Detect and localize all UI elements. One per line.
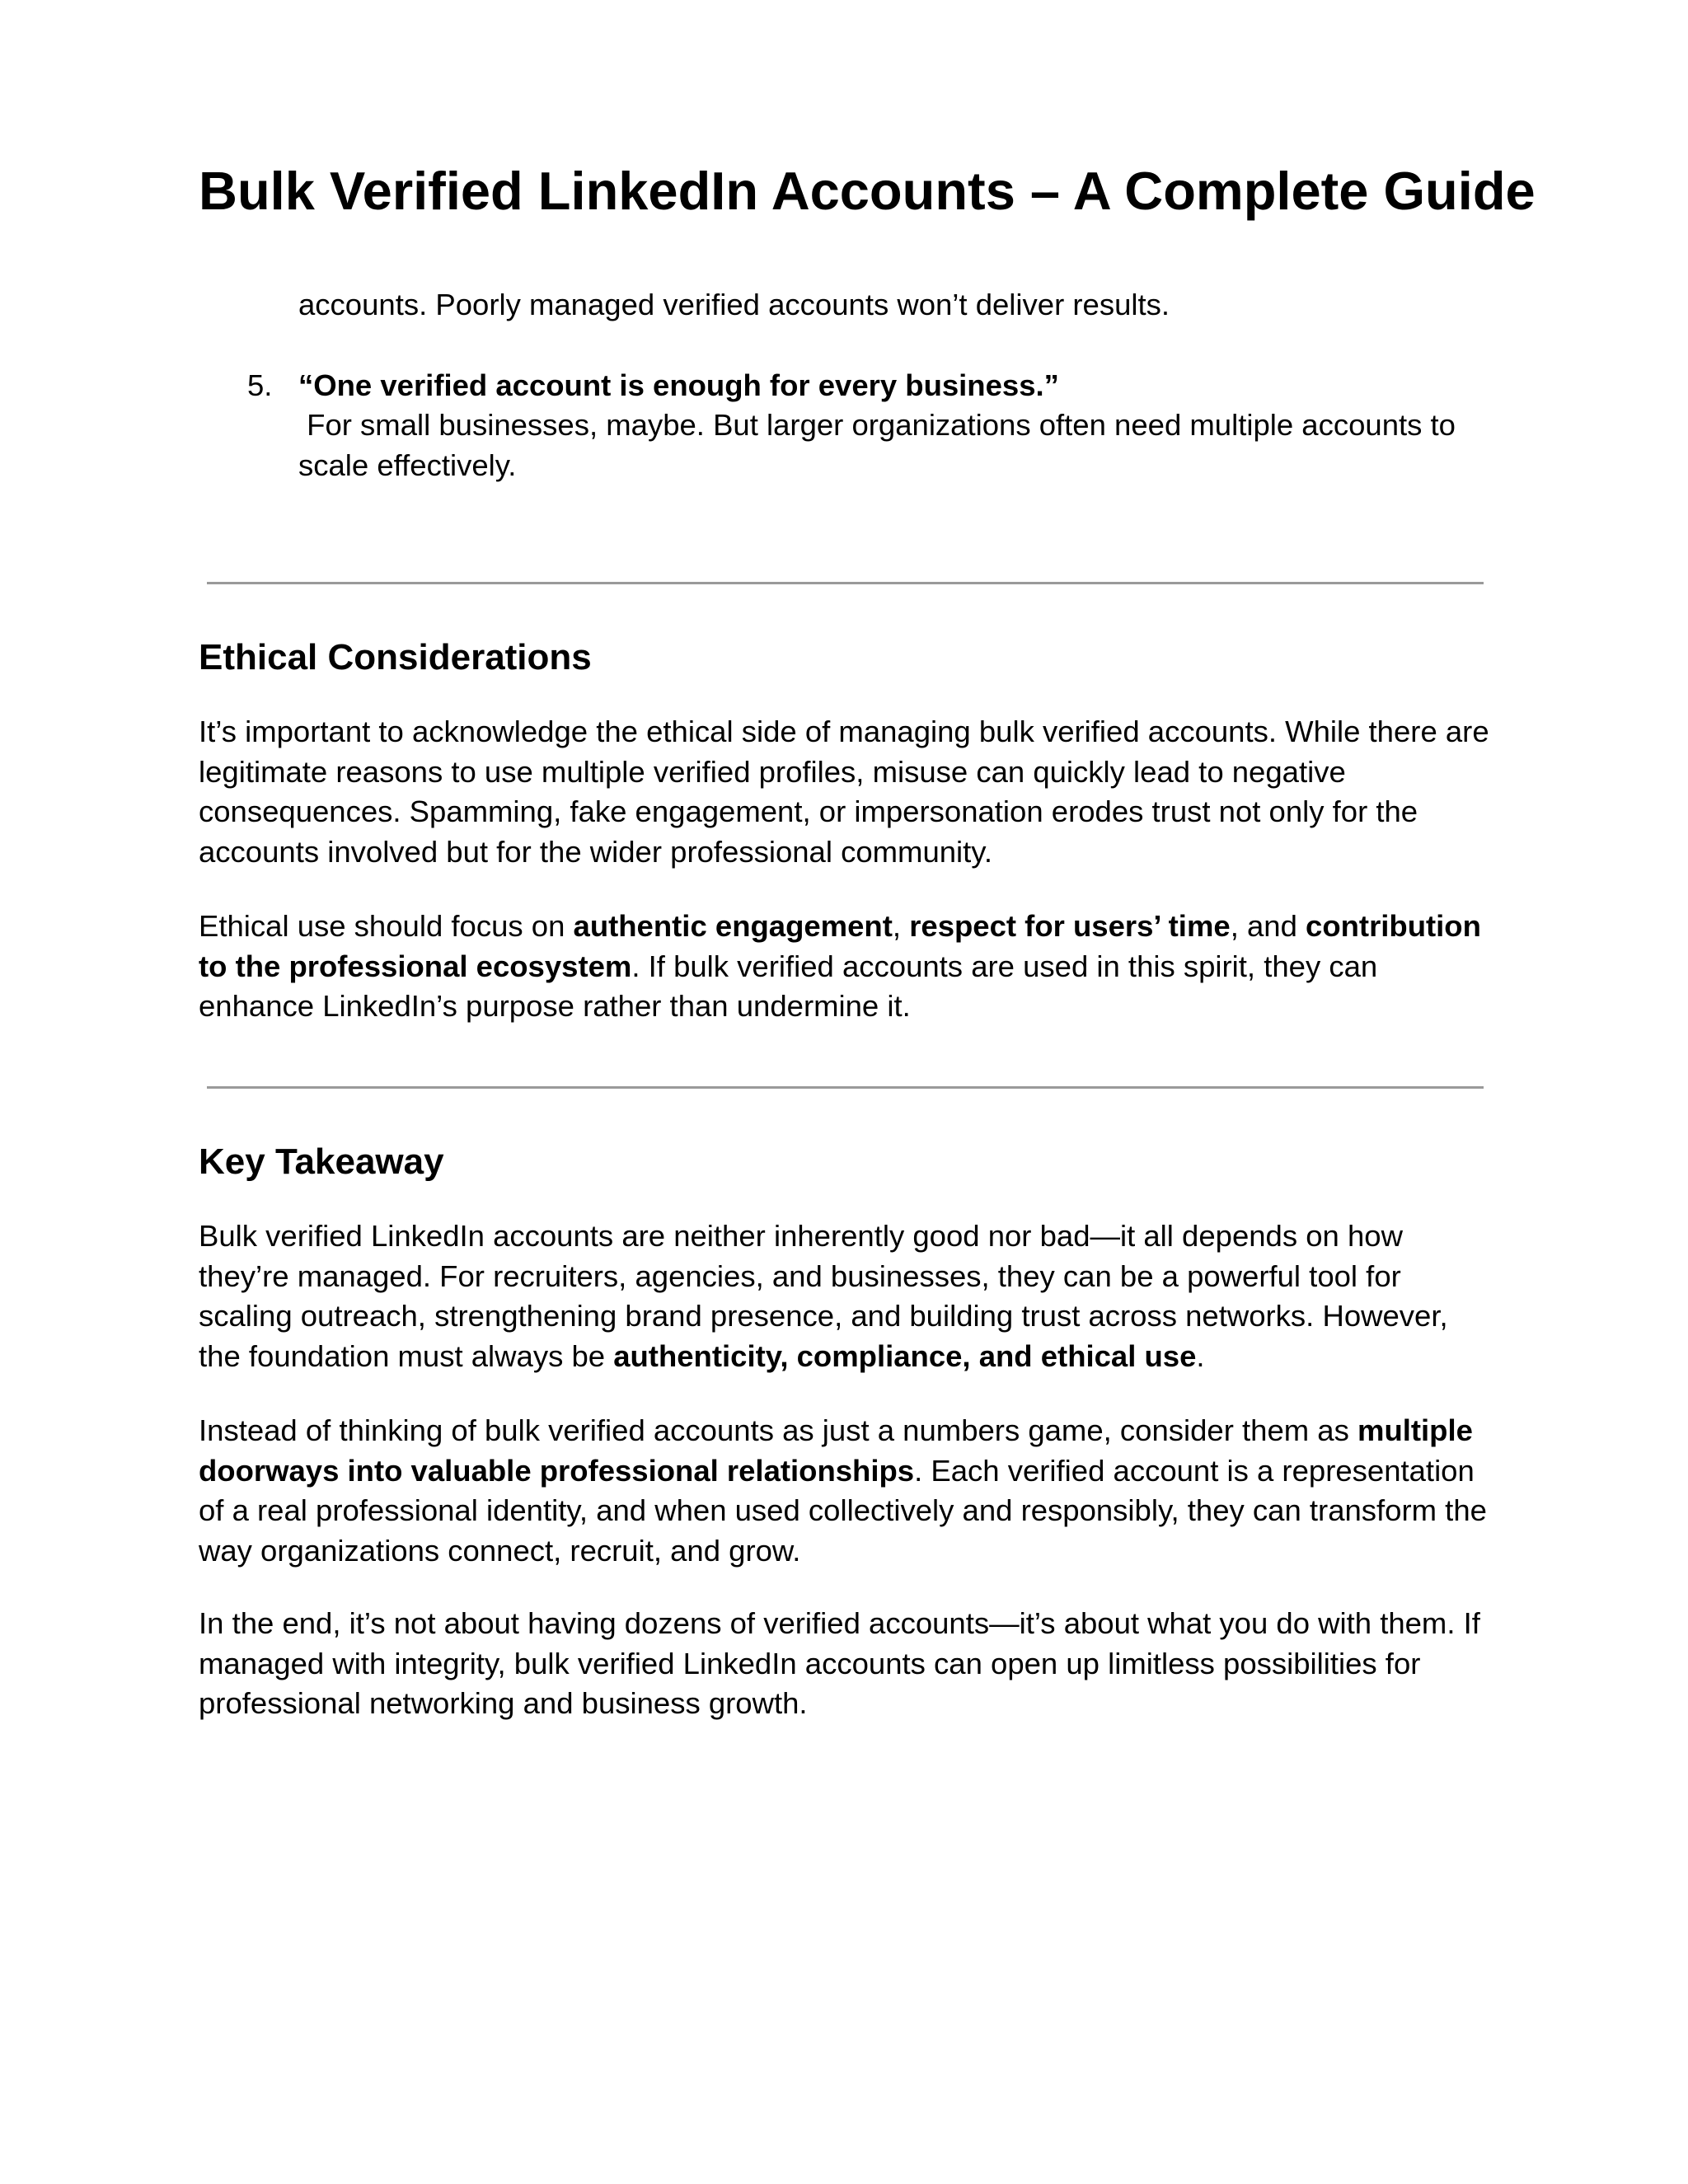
ethical-paragraph-2: Ethical use should focus on authentic engagement, respect for users’ time, and contribution to the professional ecosystem. If bulk verified accounts are used in this spirit, they can enhance LinkedIn’s purpose rather than undermine it. — [199, 909, 1481, 1023]
list-item-heading: “One verified account is enough for every business.” — [298, 368, 1059, 402]
list-item-text: For small businesses, maybe. But larger organizations often need multiple accounts to scale effectively. — [298, 408, 1456, 482]
takeaway-paragraph-2: Instead of thinking of bulk verified accounts as just a numbers game, consider them as multiple doorways into valuable professional relationships. Each verified account is a representation of a real professional identity, and when used collectively and responsibly, they can transform the way organizations connect, recruit, and grow. — [199, 1413, 1487, 1568]
list-item-number: 5. — [247, 368, 273, 402]
horizontal-rule — [207, 582, 1484, 584]
ethical-paragraph-1: It’s important to acknowledge the ethical side of managing bulk verified accounts. While there are legitimate reasons to use multiple verified profiles, misuse can quickly lead to negative consequences. Spamming, fake engagement, or impersonation erodes trust not only for the accounts involved but for the wider professional community. — [199, 715, 1489, 869]
takeaway-paragraph-3: In the end, it’s not about having dozens of verified accounts—it’s about what you do with them. If managed with integrity, bulk verified LinkedIn accounts can open up limitless possibilities for professional networking and business growth. — [199, 1606, 1480, 1720]
section-heading-takeaway: Key Takeaway — [199, 1141, 444, 1182]
list-item-continuation: accounts. Poorly managed verified accounts won’t deliver results. — [298, 288, 1170, 321]
section-heading-ethical: Ethical Considerations — [199, 637, 592, 677]
horizontal-rule — [207, 1086, 1484, 1089]
takeaway-paragraph-1: Bulk verified LinkedIn accounts are neither inherently good nor bad—it all depends on how they’re managed. For recruiters, agencies, and businesses, they can be a powerful tool for scaling outreach, strengthening brand presence, and building trust across networks. However, the foundation must always be authenticity, compliance, and ethical use. — [199, 1219, 1448, 1373]
document-title: Bulk Verified LinkedIn Accounts – A Complete Guide — [199, 161, 1536, 221]
